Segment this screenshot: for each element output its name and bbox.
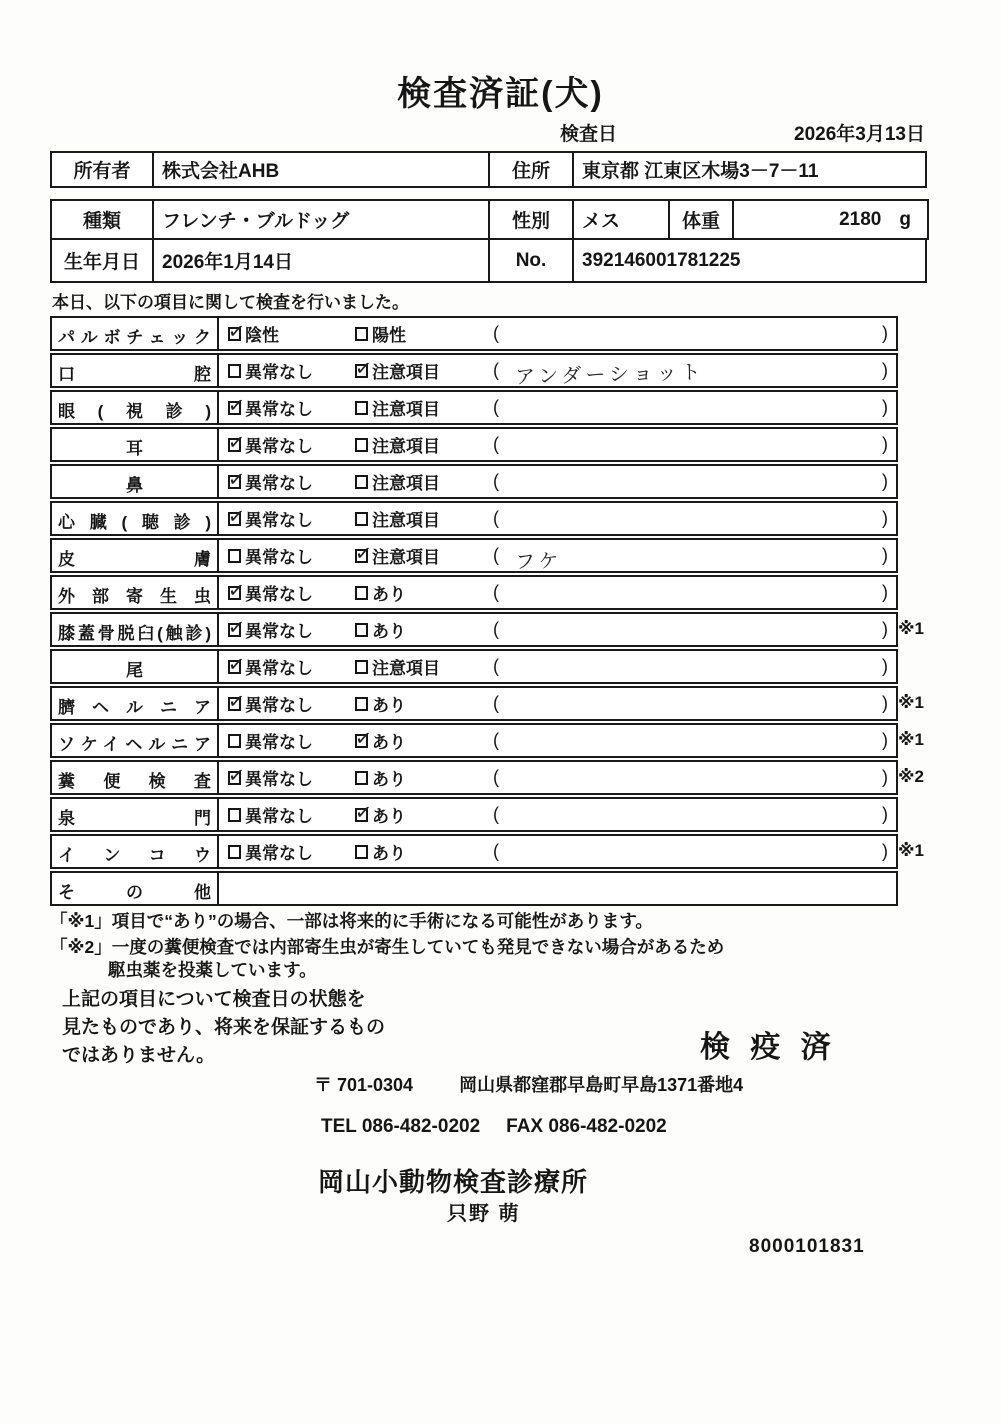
option-1-label: 異常なし xyxy=(245,437,313,456)
sex-label: 性別 xyxy=(488,199,574,240)
checklist-row-body xyxy=(219,503,896,534)
checklist-item-label: 臍ヘルニア xyxy=(52,688,219,719)
remarks-field xyxy=(493,434,896,455)
remarks-field xyxy=(493,471,896,492)
option-2-label: 注意項目 xyxy=(372,511,440,530)
footnote-2-line-2: 駆虫薬を投薬しています。 xyxy=(108,960,317,980)
paren-close: ) xyxy=(882,508,888,528)
footnote-mark: ※1 xyxy=(898,730,924,749)
option-1 xyxy=(228,691,355,716)
option-2 xyxy=(355,839,493,864)
checklist-row-body xyxy=(219,614,896,645)
checkbox-icon xyxy=(228,364,241,378)
option-2 xyxy=(355,395,493,420)
option-2-label: あり xyxy=(372,807,406,826)
option-1 xyxy=(228,617,355,642)
paren-open: ( xyxy=(493,545,499,565)
option-1-label: 異常なし xyxy=(245,622,313,641)
handwritten-note xyxy=(499,661,882,671)
option-1 xyxy=(228,839,355,864)
paren-close: ) xyxy=(882,841,888,861)
no-value: 392146001781225 xyxy=(572,238,927,283)
footnote-mark: ※1 xyxy=(898,619,924,638)
option-1 xyxy=(228,358,355,383)
checkbox-icon xyxy=(355,845,368,859)
remarks-field xyxy=(493,656,896,677)
checkbox-icon xyxy=(228,475,241,489)
option-2 xyxy=(355,432,493,457)
checklist-row-body xyxy=(219,799,896,830)
checklist-item-label: パルボチェック xyxy=(52,318,219,349)
checklist-item-label: ソケイヘルニア xyxy=(52,725,219,756)
checklist-item-label: その他 xyxy=(52,873,219,904)
checklist-item-label: 膝蓋骨脱臼(触診) xyxy=(52,614,219,645)
remarks-field xyxy=(493,323,896,344)
checklist-row-body xyxy=(219,651,896,682)
paren-open: ( xyxy=(493,693,499,713)
checkbox-icon xyxy=(355,660,368,674)
option-2 xyxy=(355,469,493,494)
remarks-field xyxy=(493,730,896,751)
owner-label: 所有者 xyxy=(50,151,154,188)
remarks-field xyxy=(493,841,896,862)
checkbox-icon xyxy=(355,438,368,452)
paren-open: ( xyxy=(493,804,499,824)
handwritten-note xyxy=(499,772,882,782)
checkbox-icon xyxy=(355,364,368,378)
option-1 xyxy=(228,395,355,420)
remarks-field xyxy=(493,356,896,389)
handwritten-note xyxy=(499,735,882,745)
checkbox-icon xyxy=(355,697,368,711)
option-1 xyxy=(228,543,355,568)
checklist-item-label: 外部寄生虫 xyxy=(52,577,219,608)
checkbox-icon xyxy=(228,549,241,563)
checkbox-icon xyxy=(228,808,241,822)
checkbox-icon xyxy=(355,586,368,600)
checklist-row-body xyxy=(219,836,896,867)
checklist-item-label: 鼻 xyxy=(52,466,219,497)
inspection-date-value: 2026年3月13日 xyxy=(794,124,925,145)
paren-open: ( xyxy=(493,434,499,454)
paren-open: ( xyxy=(493,841,499,861)
birth-value: 2026年1月14日 xyxy=(152,238,490,283)
clinic-name: 岡山小動物検査診療所 xyxy=(318,1167,589,1197)
checklist-row-body xyxy=(219,762,896,793)
paren-close: ) xyxy=(882,730,888,750)
checklist-row-body xyxy=(219,577,896,608)
weight-value: 2180 xyxy=(839,208,882,230)
paren-close: ) xyxy=(882,434,888,454)
option-1 xyxy=(228,580,355,605)
option-1 xyxy=(228,765,355,790)
remarks-field xyxy=(493,619,896,640)
option-1-label: 異常なし xyxy=(245,511,313,530)
footnote-mark: ※1 xyxy=(898,841,924,860)
option-1-label: 異常なし xyxy=(245,400,313,419)
checklist-row-body xyxy=(219,873,896,904)
checkbox-icon xyxy=(355,475,368,489)
birth-label: 生年月日 xyxy=(50,238,154,283)
checkbox-icon xyxy=(355,734,368,748)
intro-text: 本日、以下の項目に関して検査を行いました。 xyxy=(52,293,409,312)
no-label: No. xyxy=(488,238,574,283)
paren-close: ) xyxy=(882,693,888,713)
checklist-item-label: 眼(視診) xyxy=(52,392,219,423)
option-1-label: 異常なし xyxy=(245,770,313,789)
option-2-label: 注意項目 xyxy=(372,659,440,678)
option-1-label: 異常なし xyxy=(245,363,313,382)
checkbox-icon xyxy=(228,512,241,526)
clinic-fax: FAX 086-482-0202 xyxy=(506,1116,667,1137)
paren-open: ( xyxy=(493,619,499,639)
option-1-label: 異常なし xyxy=(245,659,313,678)
checklist-row-body xyxy=(219,688,896,719)
checklist-row xyxy=(50,797,898,832)
option-2-label: 注意項目 xyxy=(372,363,440,382)
option-2-label: あり xyxy=(372,585,406,604)
checklist-item-label: インコウ xyxy=(52,836,219,867)
option-2 xyxy=(355,543,493,568)
option-1-label: 異常なし xyxy=(245,807,313,826)
option-2 xyxy=(355,728,493,753)
option-1 xyxy=(228,432,355,457)
address-value: 東京都 江東区木場3－7－11 xyxy=(572,151,927,188)
inspection-date-label: 検査日 xyxy=(560,124,618,145)
checklist-row-body xyxy=(219,429,896,460)
checkbox-icon xyxy=(228,771,241,785)
clinic-postal-row xyxy=(314,1071,743,1097)
paren-open: ( xyxy=(493,508,499,528)
footnote-mark: ※2 xyxy=(898,767,924,786)
checklist-row xyxy=(50,686,924,721)
checkbox-icon xyxy=(228,734,241,748)
checkbox-icon xyxy=(355,401,368,415)
handwritten-note xyxy=(499,624,882,634)
remarks-field xyxy=(493,767,896,788)
option-2-label: あり xyxy=(372,733,406,752)
disclaimer-line-3: ではありません。 xyxy=(62,1045,216,1066)
checkbox-icon xyxy=(355,512,368,526)
address-label: 住所 xyxy=(488,151,574,188)
paren-close: ) xyxy=(882,804,888,824)
option-2-label: あり xyxy=(372,696,406,715)
option-2 xyxy=(355,321,493,346)
checkbox-icon xyxy=(355,327,368,341)
disclaimer-line-2: 見たものであり、将来を保証するもの xyxy=(62,1017,386,1038)
option-2-label: 陽性 xyxy=(372,326,406,345)
paren-close: ) xyxy=(882,360,888,380)
option-2-label: 注意項目 xyxy=(372,474,440,493)
remarks-field xyxy=(493,508,896,529)
quarantine-stamp: 検 疫 済 xyxy=(700,1031,837,1064)
handwritten-note: アンダーショット xyxy=(514,361,705,389)
remarks-field xyxy=(493,693,896,714)
checkbox-icon xyxy=(355,808,368,822)
checklist-item-label: 耳 xyxy=(52,429,219,460)
option-1 xyxy=(228,506,355,531)
option-1-label: 異常なし xyxy=(245,548,313,567)
checklist-row-body xyxy=(219,725,896,756)
option-2 xyxy=(355,802,493,827)
clinic-tel-row xyxy=(321,1116,667,1138)
option-1-label: 異常なし xyxy=(245,733,313,752)
paren-open: ( xyxy=(493,767,499,787)
checkbox-icon xyxy=(228,401,241,415)
checklist-row xyxy=(50,575,898,610)
option-2 xyxy=(355,358,493,383)
checklist-table xyxy=(50,316,924,908)
handwritten-note xyxy=(499,439,882,449)
checklist-row xyxy=(50,612,924,647)
option-2-label: 注意項目 xyxy=(372,400,440,419)
option-1 xyxy=(228,469,355,494)
owner-value: 株式会社AHB xyxy=(152,151,490,188)
checklist-row-body xyxy=(219,466,896,497)
option-2-label: あり xyxy=(372,770,406,789)
handwritten-note xyxy=(499,846,882,856)
checklist-row-body xyxy=(219,355,896,389)
weight-unit: g xyxy=(899,208,911,230)
checklist-row xyxy=(50,834,924,869)
checklist-item-label: 皮膚 xyxy=(52,540,219,571)
checkbox-icon xyxy=(228,697,241,711)
handwritten-note xyxy=(499,513,882,523)
handwritten-note: フケ xyxy=(514,550,563,574)
sex-value: メス xyxy=(572,199,670,240)
paren-close: ) xyxy=(882,323,888,343)
dog-info-row-1 xyxy=(50,199,929,240)
checkbox-icon xyxy=(228,327,241,341)
checkbox-icon xyxy=(355,771,368,785)
paren-close: ) xyxy=(882,582,888,602)
breed-label: 種類 xyxy=(50,199,154,240)
paren-open: ( xyxy=(493,360,499,380)
handwritten-note xyxy=(499,698,882,708)
checklist-row xyxy=(50,501,898,536)
paren-open: ( xyxy=(493,730,499,750)
paren-open: ( xyxy=(493,471,499,491)
option-2 xyxy=(355,506,493,531)
owner-table xyxy=(50,151,927,188)
document-number: 8000101831 xyxy=(749,1236,865,1257)
paren-close: ) xyxy=(882,767,888,787)
handwritten-note xyxy=(499,402,882,412)
breed-value: フレンチ・ブルドッグ xyxy=(152,199,490,240)
paren-close: ) xyxy=(882,619,888,639)
checklist-row xyxy=(50,464,898,499)
weight-cell xyxy=(732,199,929,240)
option-2-label: あり xyxy=(372,622,406,641)
checklist-row-body xyxy=(219,318,896,349)
option-2-label: 注意項目 xyxy=(372,437,440,456)
weight-label: 体重 xyxy=(668,199,734,240)
remarks-field xyxy=(493,397,896,418)
checkbox-icon xyxy=(228,438,241,452)
remarks-field xyxy=(493,541,896,574)
checklist-item-label: 糞便検査 xyxy=(52,762,219,793)
examiner-name: 只野 萌 xyxy=(447,1203,521,1225)
paren-open: ( xyxy=(493,656,499,676)
option-1-label: 陰性 xyxy=(245,326,279,345)
disclaimer-line-1: 上記の項目について検査日の状態を xyxy=(62,989,366,1010)
checklist-row xyxy=(50,649,898,684)
paren-open: ( xyxy=(493,323,499,343)
checklist-item-label: 心臓(聴診) xyxy=(52,503,219,534)
footnote-1: 「※1」項目で“あり”の場合、一部は将来的に手術になる可能性があります。 xyxy=(50,911,653,931)
checklist-row xyxy=(50,427,898,462)
checklist-item-label: 尾 xyxy=(52,651,219,682)
checkbox-icon xyxy=(355,623,368,637)
checkbox-icon xyxy=(228,586,241,600)
footnote-2-line-1: 「※2」一度の糞便検査では内部寄生虫が寄生していても発見できない場合があるため xyxy=(50,937,725,957)
checklist-row xyxy=(50,538,898,573)
disclaimer-text xyxy=(62,986,385,1070)
option-1-label: 異常なし xyxy=(245,585,313,604)
checkbox-icon xyxy=(228,660,241,674)
option-2 xyxy=(355,765,493,790)
option-1 xyxy=(228,654,355,679)
remarks-field xyxy=(493,582,896,603)
checkbox-icon xyxy=(355,549,368,563)
clinic-tel: TEL 086-482-0202 xyxy=(321,1116,481,1137)
option-2 xyxy=(355,580,493,605)
clinic-address: 岡山県都窪郡早島町早島1371番地4 xyxy=(459,1075,744,1095)
handwritten-note xyxy=(499,587,882,597)
option-1 xyxy=(228,802,355,827)
option-1 xyxy=(228,321,355,346)
dog-info-row-2 xyxy=(50,238,927,283)
remarks-field xyxy=(493,804,896,825)
checklist-row-body xyxy=(219,540,896,574)
paren-open: ( xyxy=(493,397,499,417)
paren-close: ) xyxy=(882,471,888,491)
option-2-label: 注意項目 xyxy=(372,548,440,567)
checklist-row xyxy=(50,723,924,758)
checklist-row xyxy=(50,353,898,388)
checklist-item-label: 口腔 xyxy=(52,355,219,386)
option-1 xyxy=(228,728,355,753)
option-1-label: 異常なし xyxy=(245,696,313,715)
handwritten-note xyxy=(499,328,882,338)
checkbox-icon xyxy=(228,623,241,637)
checklist-row xyxy=(50,316,898,351)
inspection-date-row xyxy=(560,119,925,146)
option-1-label: 異常なし xyxy=(245,844,313,863)
paren-close: ) xyxy=(882,656,888,676)
option-2-label: あり xyxy=(372,844,406,863)
handwritten-note xyxy=(499,809,882,819)
checkbox-icon xyxy=(228,845,241,859)
checklist-row xyxy=(50,871,898,906)
paren-close: ) xyxy=(882,397,888,417)
paren-open: ( xyxy=(493,582,499,602)
option-1-label: 異常なし xyxy=(245,474,313,493)
page-title: 検査済証(犬) xyxy=(397,75,604,113)
option-2 xyxy=(355,654,493,679)
checklist-item-label: 泉門 xyxy=(52,799,219,830)
checklist-row xyxy=(50,760,924,795)
checklist-row xyxy=(50,390,898,425)
paren-close: ) xyxy=(882,545,888,565)
checklist-row-body xyxy=(219,392,896,423)
footnote-mark: ※1 xyxy=(898,693,924,712)
postal-code: 〒 701-0304 xyxy=(314,1075,414,1095)
option-2 xyxy=(355,691,493,716)
handwritten-note xyxy=(499,476,882,486)
option-2 xyxy=(355,617,493,642)
